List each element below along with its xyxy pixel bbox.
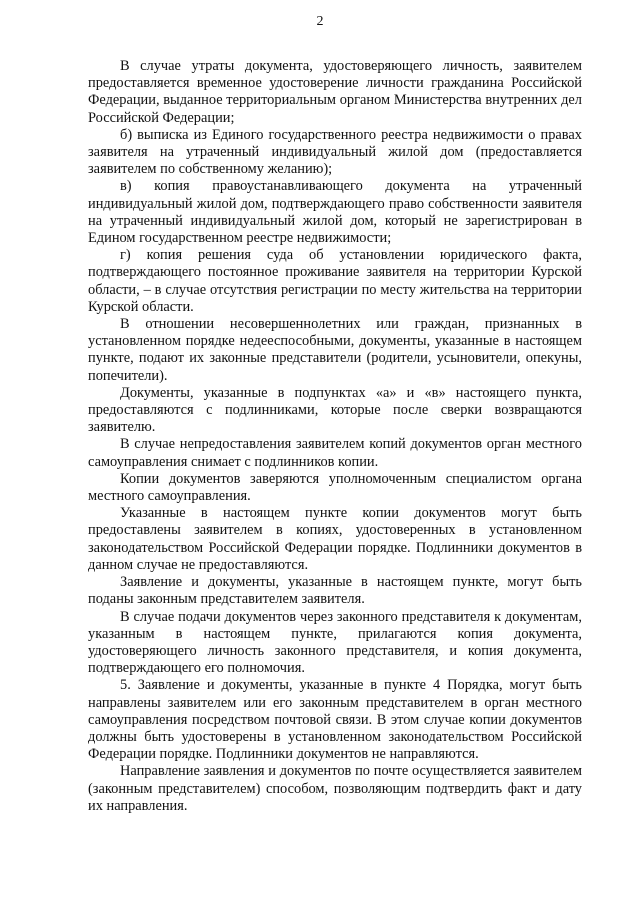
paragraph-item-g: г) копия решения суда об установлении юридического факта, подтверждающего постоянное проживание заявителя на территории Курской области, – в случае отсутствия регистрации по месту жительства на территории Курской области. [88,247,582,315]
document-body [88,58,582,815]
paragraph-copies-certified: Копии документов заверяются уполномоченным специалистом органа местного самоуправления. [88,470,582,505]
paragraph-originals-returned: Документы, указанные в подпунктах «а» и «в» настоящего пункта, предоставляются с подлинниками, которые после сверки возвращаются заявителю. [88,384,582,436]
paragraph-copies-made: В случае непредоставления заявителем копий документов орган местного самоуправления снимает с подлинников копии. [88,436,582,470]
page-number: 2 [316,14,324,29]
paragraph-temporary-id: В случае утраты документа, удостоверяющего личность, заявителем предоставляется временное удостоверение личности гражданина Российской Федерации, выданное территориальным органом Министерства внутренних дел Российской Федерации; [88,58,582,126]
paragraph-representative-documents: В случае подачи документов через законного представителя к документам, указанным в настоящем пункте, прилагаются копия документа, удостоверяющего личность законного представителя, и копия документа, подтверждающего его полномочия. [88,608,582,677]
paragraph-postal-method: Направление заявления и документов по почте осуществляется заявителем (законным представителем) способом, позволяющим подтвердить факт и дату их направления. [88,763,582,814]
paragraph-notarized-copies: Указанные в настоящем пункте копии документов могут быть предоставлены заявителем в копиях, удостоверенных в установленном законодательством Российской Федерации порядке. Подлинники документов в данном случае не предоставляются. [88,505,582,573]
paragraph-item-v: в) копия правоустанавливающего документа на утраченный индивидуальный жилой дом, подтверждающего право собственности заявителя на утраченный индивидуальный жилой дом, который не зарегистрирован в Едином государственном реестре недвижимости; [88,178,582,247]
paragraph-item-b: б) выписка из Единого государственного реестра недвижимости о правах заявителя на утраченный индивидуальный жилой дом (предоставляется заявителем по собственному желанию); [88,126,582,178]
paragraph-legal-representatives: В отношении несовершеннолетних или граждан, признанных в установленном порядке недееспособными, документы, указанные в настоящем пункте, подают их законные представители (родители, усыновители, опекуны, попечители). [88,316,582,384]
paragraph-item-5-postal: 5. Заявление и документы, указанные в пункте 4 Порядка, могут быть направлены заявителем или его законным представителем в орган местного самоуправления посредством почтовой связи. В этом случае копии документов должны быть удостоверены в установленном законодательством Российской Федерации порядке. Подлинники документов не направляются. [88,677,582,763]
paragraph-submitted-by-representative: Заявление и документы, указанные в настоящем пункте, могут быть поданы законным представителем заявителя. [88,574,582,608]
